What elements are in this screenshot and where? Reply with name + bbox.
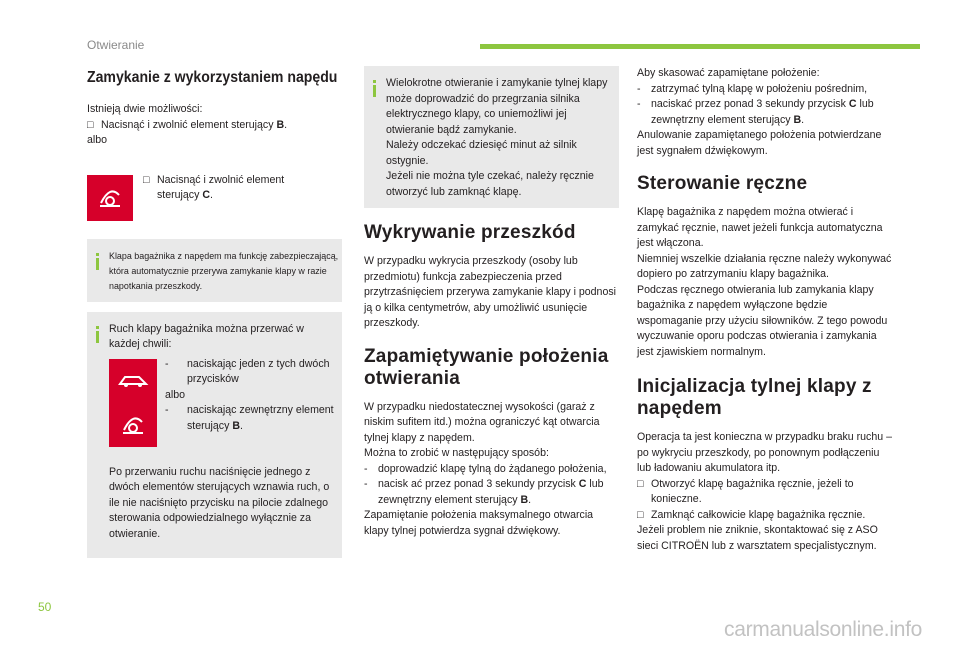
interrupt-option-a: - naciskając jeden z tych dwóch przycisków bbox=[165, 357, 330, 385]
checkbox-bullet-icon: □ bbox=[637, 477, 644, 490]
albo-text: albo bbox=[87, 134, 108, 146]
section-header: Otwieranie bbox=[87, 38, 145, 52]
option-1: □ Nacisnąć i zwolnić element sterujący B. bbox=[87, 118, 342, 134]
interrupt-option-b: - naciskając zewnętrzny element sterujący B. bbox=[165, 404, 334, 432]
checkbox-bullet-icon: □ bbox=[637, 508, 644, 521]
checkbox-bullet-icon: □ bbox=[87, 118, 94, 131]
watermark: carmanualsonline.info bbox=[724, 618, 922, 641]
tailgate-icon bbox=[87, 175, 133, 221]
reset-step-a: - zatrzymać tylną klapę w położeniu pośrednim, bbox=[637, 82, 868, 95]
column-2: Wielokrotne otwieranie i zamykanie tylnej klapy może doprowadzić do przegrzania silnika elektrycznego klapy, co uniemożliwi jej otwieranie bądź zamykanie. Należy odczekać dziesięć minut aż silnik ostygnie. Jeżeli nie można tyle czekać, należy ręcznie otworzyć lub zamknąć klapę. Wykrywanie przeszkód W przypadku wykrycia przeszkody (osoby lub przedmiotu) funkcja zabezpieczenia przed przytrzaśnięciem przerywa zamykanie klapy i podnosi ją o kilka centymetrów, aby umożliwić usunięcie przeszkody. Zapamiętywanie położenia otwierania W przypadku niedostatecznej wysokości (garaż z niskim sufitem itd.) można ograniczyć kąt otwarcia tylnej klapy z napędem. Można to zrobić w następujący sposób: - doprowadzić klapę tylną do żądanego położenia, - nacisk ać przez ponad 3 sekundy przycisk C lub zewnętrzny element sterujący B. Zapamiętanie położenia maksymalnego otwarcia klapy tylnej potwierdza sygnał dźwiękowy. bbox=[364, 66, 619, 539]
heading-memory: Zapamiętywanie położenia otwierania bbox=[364, 345, 609, 389]
option-2-row bbox=[87, 175, 342, 221]
memory-step-b: - nacisk ać przez ponad 3 sekundy przycisk C lub zewnętrzny element sterujący B. bbox=[364, 478, 604, 506]
obstacle-text: W przypadku wykrycia przeszkody (osoby lub przedmiotu) funkcja zabezpieczenia przed przytrzaśnięciem przerywa zamykanie klapy i podnosi ją o kilka centymetrów, aby umożliwić usunięcie przeszkody. bbox=[364, 255, 616, 329]
heading-init: Inicjalizacja tylnej klapy z napędem bbox=[637, 376, 872, 419]
init-step-a: □ Otworzyć klapę bagażnika ręcznie, jeżeli to konieczne. bbox=[637, 477, 895, 508]
section-title-closing: Zamykanie z wykorzystaniem napędu bbox=[87, 69, 338, 86]
note-interrupt: Ruch klapy bagażnika można przerwać w każdej chwili: - naciskając jeden z tych dwóch przycisków albo - naciskając zewnętrzny element sterujący B. Po przerwaniu ruchu naciśnięcie jednego z dwóch elementów sterujących wznawia ruch, o ile nie naciśnięto przycisku na pilocie zdalnego sterowania odpowiedzialnego wyłącznie za otwieranie. bbox=[87, 312, 342, 559]
column-3: Aby skasować zapamiętane położenie: - zatrzymać tylną klapę w położeniu pośrednim, - naciskać przez ponad 3 sekundy przycisk C lub zewnętrzny element sterujący B. Anulowanie zapamiętanego położenia potwierdzane jest sygnałem dźwiękowym. Sterowanie ręczne Klapę bagażnika z napędem można otwierać i zamykać ręcznie, nawet jeżeli funkcja automatyczna jest włączona. Niemniej wszelkie działania ręczne należy wykonywać dopiero po zatrzymaniu klapy bagażnika. Podczas ręcznego otwierania lub zamykania klapy bagażnika z napędem wyłączone będzie wspomaganie przy użyciu siłowników. Z tego powodu wyczuwanie oporu podczas otwierania i zamykania jest zjawiskiem normalnym. Inicjalizacja tylnej klapy z napędem Operacja ta jest konieczna w przypadku braku ruchu – po wykryciu przeszkody, po ponownym podłączeniu lub ładowaniu akumulatora itp. □ Otworzyć klapę bagażnika ręcznie, jeżeli to konieczne. □ Zamknąć całkowicie klapę bagażnika ręcznie. Jeżeli problem nie zniknie, skontaktować się z ASO sieci CITROËN lub z warsztatem specjalistycznym. bbox=[637, 66, 895, 554]
heading-obstacle: Wykrywanie przeszkód bbox=[364, 222, 576, 243]
page-number: 50 bbox=[38, 600, 52, 614]
tailgate-icon bbox=[109, 403, 157, 447]
intro-text: Istnieją dwie możliwości: bbox=[87, 103, 203, 115]
car-tailgate-icon bbox=[109, 359, 157, 403]
memory-step-a: - doprowadzić klapę tylną do żądanego położenia, bbox=[364, 462, 607, 475]
option-2: □ Nacisnąć i zwolnić element sterujący C. bbox=[143, 173, 285, 201]
init-step-b: □ Zamknąć całkowicie klapę bagażnika ręcznie. bbox=[637, 508, 895, 524]
note-safety: Klapa bagażnika z napędem ma funkcję zabezpieczającą, która automatycznie przerywa zamykanie klapy w razie napotkania przeszkody. bbox=[87, 239, 342, 302]
reset-step-b: - naciskać przez ponad 3 sekundy przycisk C lub zewnętrzny element sterujący B. bbox=[637, 98, 874, 126]
info-icon bbox=[371, 80, 378, 97]
heading-manual: Sterowanie ręczne bbox=[637, 173, 808, 194]
note-overheat: Wielokrotne otwieranie i zamykanie tylnej klapy może doprowadzić do przegrzania silnika elektrycznego klapy, co uniemożliwi jej otwieranie bądź zamykanie. Należy odczekać dziesięć minut aż silnik ostygnie. Jeżeli nie można tyle czekać, należy ręcznie otworzyć lub zamknąć klapę. bbox=[364, 66, 619, 208]
column-1 bbox=[87, 66, 342, 558]
info-icon bbox=[94, 253, 101, 270]
info-icon bbox=[94, 326, 101, 343]
header-rule bbox=[480, 44, 920, 49]
